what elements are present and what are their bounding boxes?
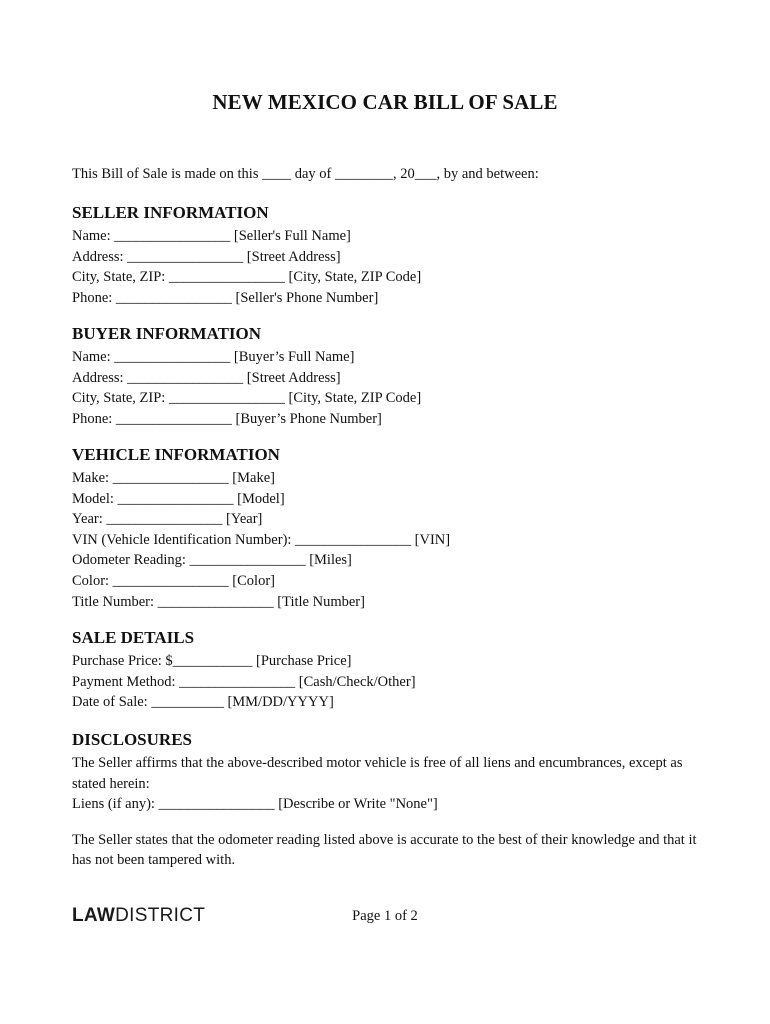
seller-address-line: Address: ________________ [Street Address] (72, 248, 341, 265)
disclosures-section (72, 729, 702, 871)
vehicle-vin-line: VIN (Vehicle Identification Number): ________________ [VIN] (72, 531, 451, 548)
disclosures-heading: DISCLOSURES (72, 730, 192, 749)
document-title: NEW MEXICO CAR BILL OF SALE (212, 90, 558, 114)
buyer-phone-line: Phone: ________________ [Buyer’s Phone Number] (72, 410, 382, 427)
buyer-section (72, 323, 702, 429)
seller-phone-line: Phone: ________________ [Seller's Phone Number] (72, 289, 379, 306)
seller-name-line: Name: ________________ [Seller's Full Name] (72, 228, 351, 244)
logo-law-text: LAW (72, 905, 116, 926)
seller-city-line: City, State, ZIP: ________________ [City, State, ZIP Code] (72, 269, 422, 286)
sale-date-line: Date of Sale: __________ [MM/DD/YYYY] (72, 694, 334, 711)
disclosures-odometer-paragraph: The Seller states that the odometer reading listed above is accurate to the best of their knowledge and that it has not been tampered with. (72, 831, 697, 869)
vehicle-make-line: Make: ________________ [Make] (72, 470, 275, 486)
vehicle-title-number-line: Title Number: ________________ [Title Number] (72, 593, 365, 610)
buyer-name-line: Name: ________________ [Buyer’s Full Name] (72, 349, 355, 365)
sale-payment-line: Payment Method: ________________ [Cash/Check/Other] (72, 673, 416, 690)
sale-price-line: Purchase Price: $___________ [Purchase Price] (72, 653, 352, 669)
intro-line: This Bill of Sale is made on this ____ day of ________, 20___, by and between: (72, 166, 539, 182)
sale-section (72, 627, 702, 713)
buyer-address-line: Address: ________________ [Street Address] (72, 369, 341, 386)
seller-section (72, 202, 702, 308)
vehicle-model-line: Model: ________________ [Model] (72, 490, 285, 507)
page-number: Page 1 of 2 (352, 908, 418, 924)
vehicle-color-line: Color: ________________ [Color] (72, 572, 275, 589)
seller-heading: SELLER INFORMATION (72, 203, 269, 222)
buyer-city-line: City, State, ZIP: ________________ [City, State, ZIP Code] (72, 390, 422, 407)
vehicle-odometer-line: Odometer Reading: ________________ [Miles] (72, 552, 352, 569)
logo-district-text: DISTRICT (115, 905, 206, 926)
buyer-heading: BUYER INFORMATION (72, 324, 262, 343)
sale-heading: SALE DETAILS (72, 628, 195, 647)
vehicle-heading: VEHICLE INFORMATION (72, 445, 280, 464)
disclosures-liens-line: Liens (if any): ________________ [Describe or Write "None"] (72, 796, 438, 813)
vehicle-section (72, 444, 702, 612)
vehicle-year-line: Year: ________________ [Year] (72, 511, 263, 528)
disclosures-liens-paragraph: The Seller affirms that the above-described motor vehicle is free of all liens and encumbrances, except as stated herein: (72, 755, 683, 792)
